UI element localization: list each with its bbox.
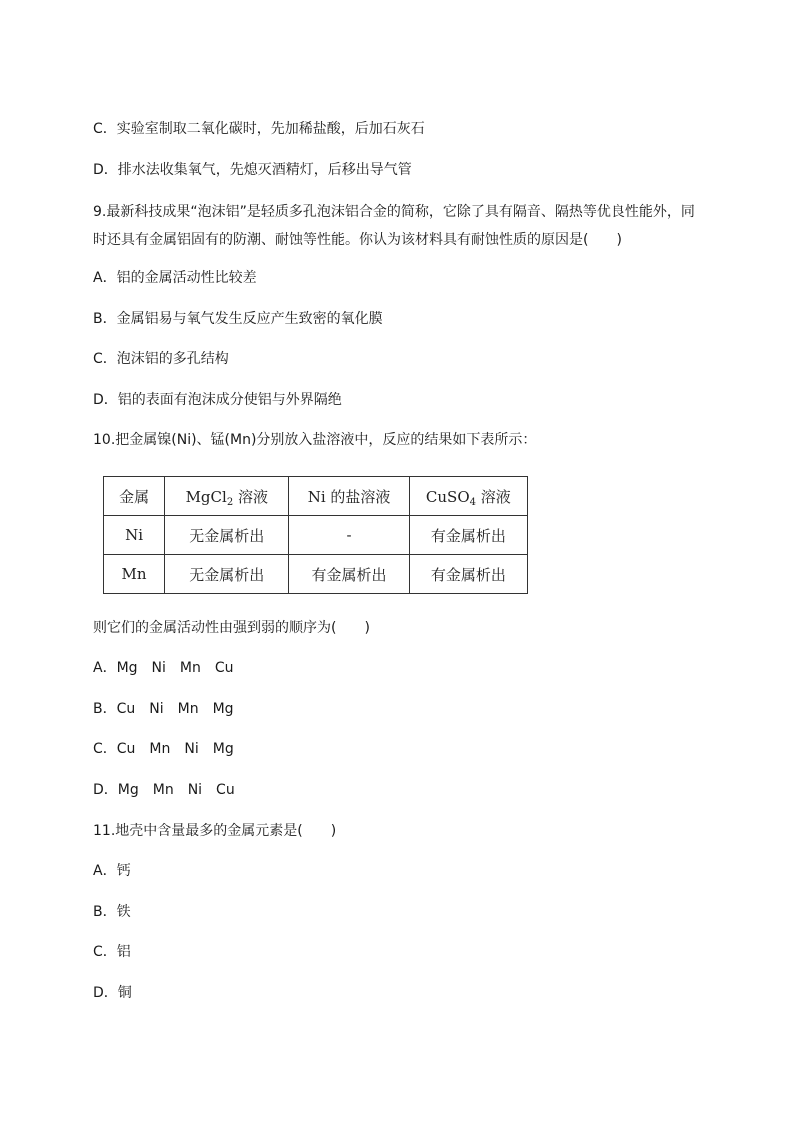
q11-stem: 11.地壳中含量最多的金属元素是( ) (93, 823, 337, 839)
q9-option-b: B．金属铝易与氧气发生反应产生致密的氧化膜 (93, 311, 383, 327)
q10-option-c: C．Cu Mn Ni Mg (93, 741, 234, 757)
table-cell: Mn (104, 555, 165, 594)
q10-option-b: B．Cu Ni Mn Mg (93, 701, 234, 717)
header-cuso4: CuSO$_4$ 溶液 (409, 477, 527, 516)
q9-option-a: A．铝的金属活动性比较差 (93, 270, 257, 286)
q11-option-d: D．铜 (93, 985, 132, 1001)
q11-option-a: A．钙 (93, 863, 131, 879)
table-cell: 无金属析出 (165, 516, 289, 555)
table-cell: - (289, 516, 409, 555)
q10-stem: 10.把金属镍(Ni)、锰(Mn)分别放入盐溶液中，反应的结果如下表所示： (93, 432, 537, 448)
table-cell: Ni (104, 516, 165, 555)
q8-option-d: D．排水法收集氧气，先熄灭酒精灯，后移出导气管 (93, 162, 412, 178)
table-cell: 有金属析出 (409, 516, 527, 555)
q9-stem: 9.最新科技成果“泡沫铝”是轻质多孔泡沫铝合金的简称，它除了具有隔音、隔热等优良性能外，同时还具有金属铝固有的防潮、耐蚀等性能。你认为该材料具有耐蚀性质的原因是( ) (93, 204, 695, 248)
results-table (103, 476, 528, 594)
table-cell: 有金属析出 (409, 555, 527, 594)
q11-option-c: C．铝 (93, 944, 131, 960)
q9-option-d: D．铝的表面有泡沫成分使铝与外界隔绝 (93, 392, 342, 408)
table-cell: 有金属析出 (289, 555, 409, 594)
q8-option-c: C．实验室制取二氧化碳时，先加稀盐酸，后加石灰石 (93, 121, 425, 137)
q10-question: 则它们的金属活动性由强到弱的顺序为( ) (93, 620, 370, 636)
table-row (104, 555, 528, 594)
q9-option-c: C．泡沫铝的多孔结构 (93, 351, 229, 367)
table-header-row (104, 477, 528, 516)
header-mgcl2: MgCl$_2$ 溶液 (165, 477, 289, 516)
q10-option-d: D．Mg Mn Ni Cu (93, 782, 235, 798)
header-metal: 金属 (104, 477, 165, 516)
q10-option-a: A．Mg Ni Mn Cu (93, 660, 234, 676)
table-cell: 无金属析出 (165, 555, 289, 594)
table-row (104, 516, 528, 555)
q11-option-b: B．铁 (93, 904, 131, 920)
header-ni-salt: Ni 的盐溶液 (289, 477, 409, 516)
